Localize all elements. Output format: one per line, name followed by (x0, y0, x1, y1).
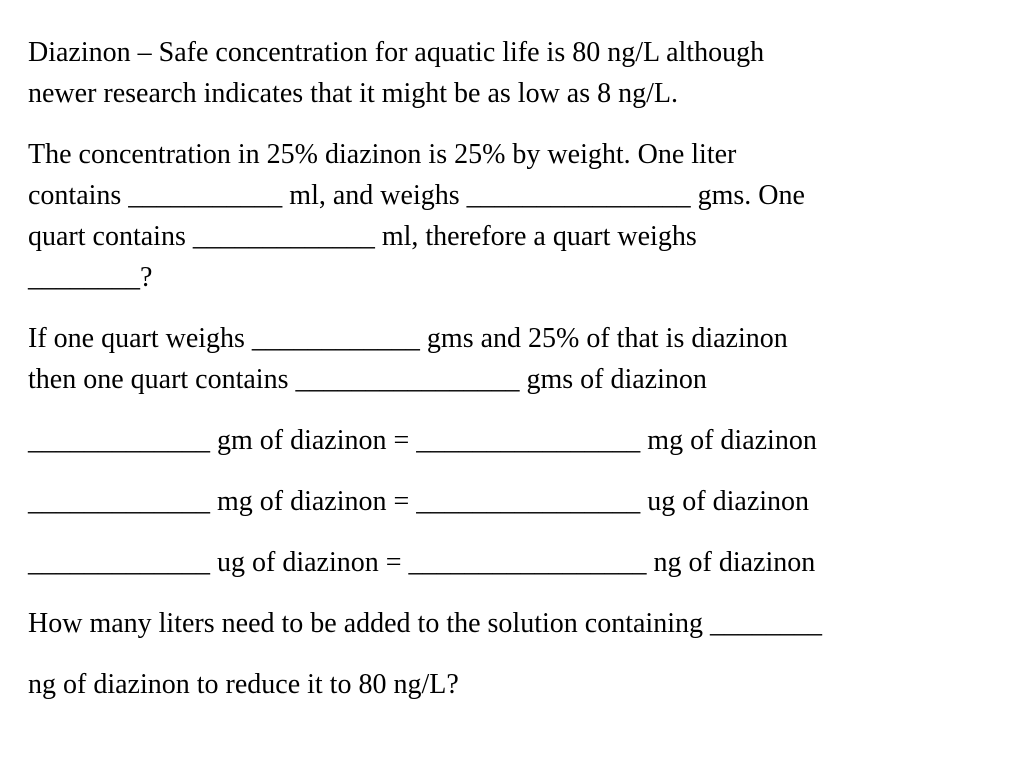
quart-paragraph (28, 318, 1008, 400)
conversion-gm-to-mg: _____________ gm of diazinon = ________________ mg of diazinon (28, 425, 817, 456)
intro-line-1: Diazinon – Safe concentration for aquatic life is 80 ng/L although (28, 37, 765, 68)
concentration-line-4: ________? (28, 262, 153, 293)
conversion-mg-to-ug: _____________ mg of diazinon = ________________ ug of diazinon (28, 486, 810, 517)
worksheet-slide (28, 32, 1008, 705)
concentration-line-1: The concentration in 25% diazinon is 25% by weight. One liter (28, 139, 737, 170)
quart-line-1: If one quart weighs ____________ gms and 25% of that is diazinon (28, 323, 788, 354)
concentration-line-3: quart contains _____________ ml, therefore a quart weighs (28, 221, 697, 252)
concentration-line-2: contains ___________ ml, and weighs ________________ gms. One (28, 180, 805, 211)
question-line-2: ng of diazinon to reduce it to 80 ng/L? (28, 669, 459, 700)
intro-paragraph (28, 32, 1008, 114)
conversion-ug-to-ng: _____________ ug of diazinon = _________________ ng of diazinon (28, 547, 816, 578)
intro-line-2: newer research indicates that it might be as low as 8 ng/L. (28, 78, 679, 109)
question-line-1: How many liters need to be added to the solution containing ________ (28, 608, 822, 639)
concentration-paragraph (28, 134, 1008, 298)
quart-line-2: then one quart contains ________________ gms of diazinon (28, 364, 707, 395)
